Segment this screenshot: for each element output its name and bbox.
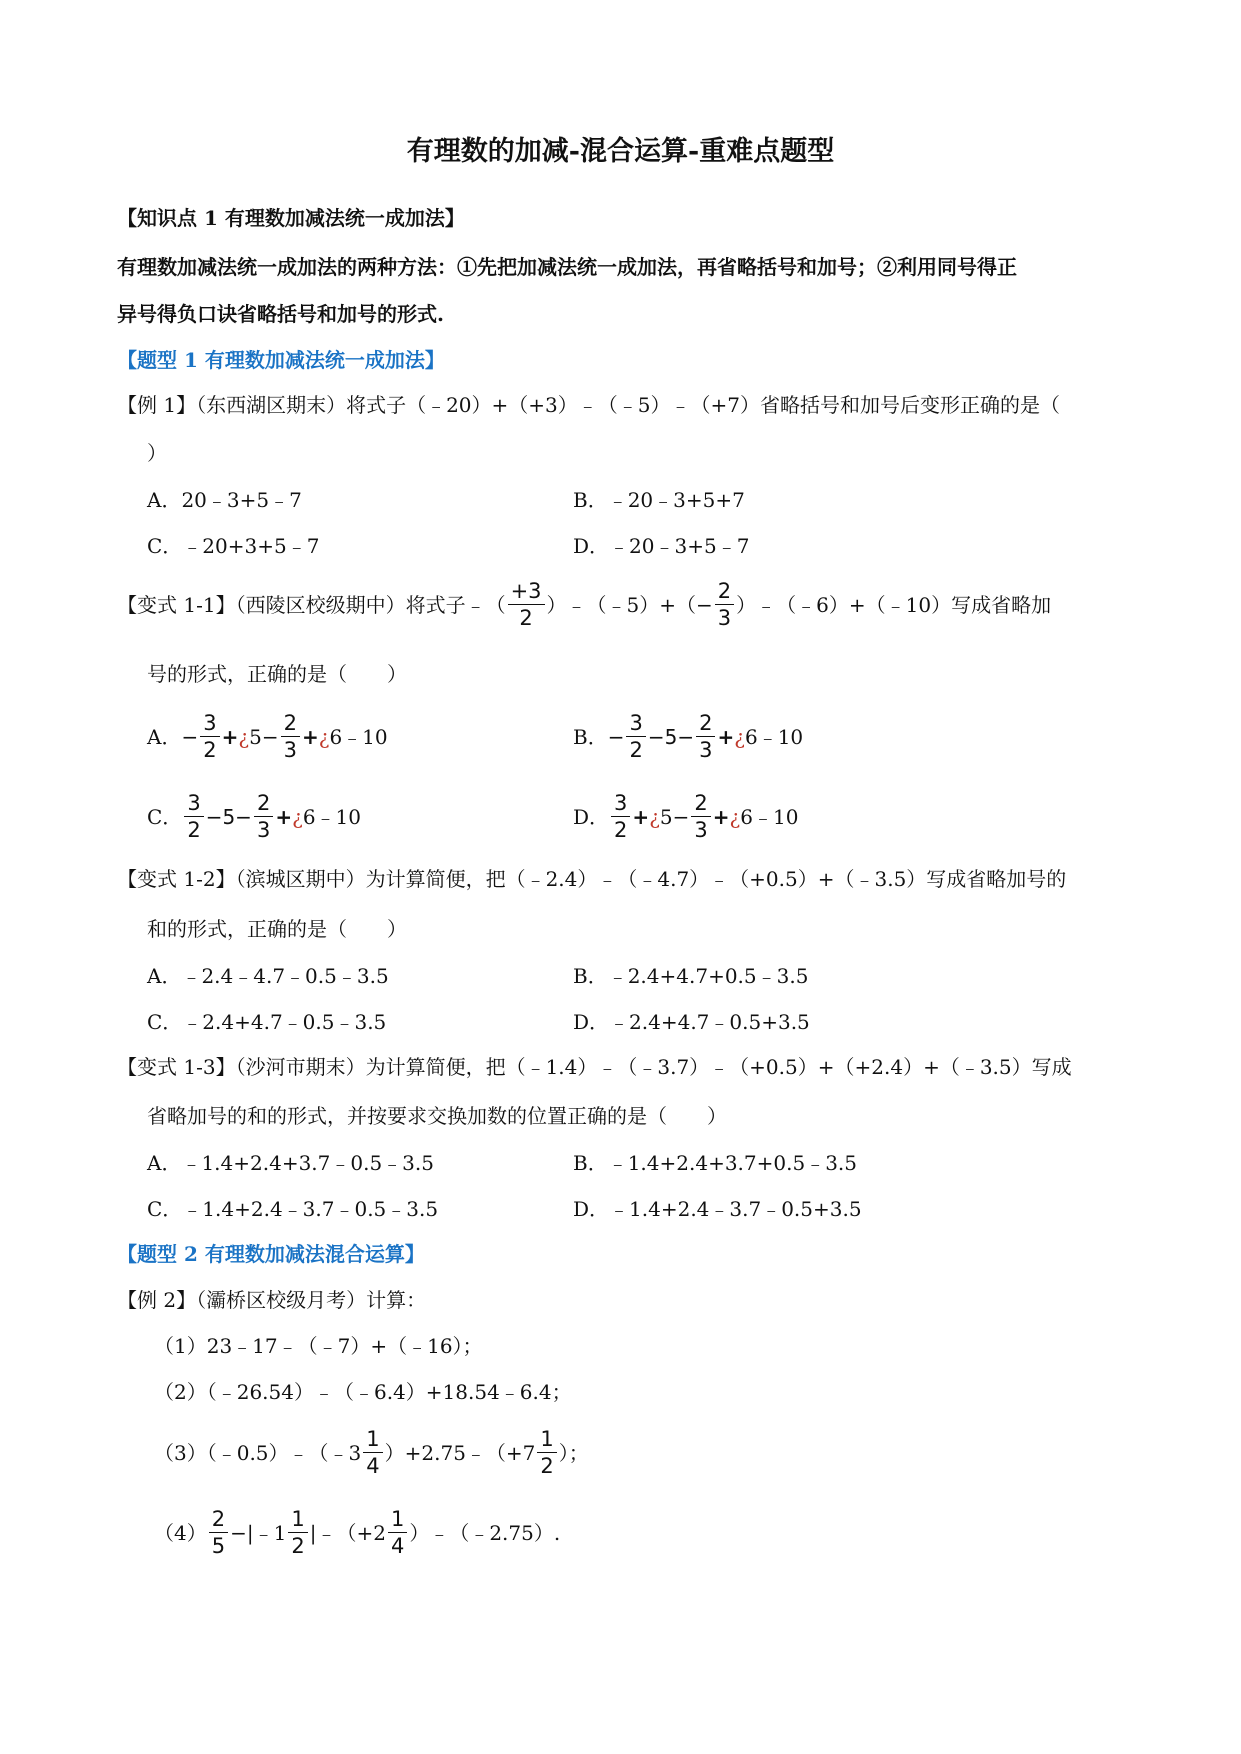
variant-1-1-option-d: D． $\frac{3}{2}$ +¿5− $\frac{2}{3}$ +¿6﹣10 xyxy=(573,791,799,843)
example1-option-c: C．﹣20+3+5﹣7 xyxy=(147,534,320,558)
variant-1-3-option-b: B．﹣1.4+2.4+3.7+0.5﹣3.5 xyxy=(573,1151,858,1175)
example1-option-d: D．﹣20﹣3+5﹣7 xyxy=(573,534,750,558)
example2-line1: 【例 2】（灞桥区校级月考）计算： xyxy=(117,1288,427,1312)
example2-part3: （3）（﹣0.5）﹣（﹣3 $\frac{1}{4}$ ）+2.75﹣（+7 $\frac{1}{2}$ ）； xyxy=(154,1427,589,1479)
variant-1-2-line2: 和的形式，正确的是（ ） xyxy=(147,917,407,941)
example2-part2: （2）（﹣26.54）﹣（﹣6.4）+18.54﹣6.4； xyxy=(154,1380,572,1404)
variant-1-2-line1: 【变式 1-2】（滨城区期中）为计算简便，把（﹣2.4）﹣（﹣4.7）﹣（+0.5）+（﹣3.5）写成省略加号的 xyxy=(117,867,1067,891)
type2-heading: 【题型 2 有理数加减法混合运算】 xyxy=(117,1242,425,1266)
variant-1-1-option-a: A．− $\frac{3}{2}$ +¿5− $\frac{2}{3}$ +¿6﹣10 xyxy=(147,711,388,763)
example1-line2: ） xyxy=(147,441,167,465)
variant-1-3-line1: 【变式 1-3】（沙河市期末）为计算简便，把（﹣1.4）﹣（﹣3.7）﹣（+0.5）+（+2.4）+（﹣3.5）写成 xyxy=(117,1055,1072,1079)
variant-1-2-option-d: D．﹣2.4+4.7﹣0.5+3.5 xyxy=(573,1010,810,1034)
page-title: 有理数的加减-混合运算-重难点题型 xyxy=(406,136,835,167)
type1-heading: 【题型 1 有理数加减法统一成加法】 xyxy=(117,348,445,372)
example2-part1: （1）23﹣17﹣（﹣7）+（﹣16）； xyxy=(154,1334,483,1358)
knowledge-heading: 【知识点 1 有理数加减法统一成加法】 xyxy=(117,206,465,230)
knowledge-text-line2: 异号得负口诀省略括号和加号的形式. xyxy=(117,302,444,326)
variant-1-3-option-a: A．﹣1.4+2.4+3.7﹣0.5﹣3.5 xyxy=(147,1151,434,1175)
example1-option-a: A．20﹣3+5﹣7 xyxy=(147,488,302,512)
example1-line1: 【例 1】（东西湖区期末）将式子（﹣20）+（+3）﹣（﹣5）﹣（+7）省略括号和加号后变形正确的是（ xyxy=(117,393,1060,417)
variant-1-3-option-d: D．﹣1.4+2.4﹣3.7﹣0.5+3.5 xyxy=(573,1197,862,1221)
variant-1-2-option-c: C．﹣2.4+4.7﹣0.5﹣3.5 xyxy=(147,1010,387,1034)
variant-1-1-option-c: C． $\frac{3}{2}$ −5− $\frac{2}{3}$ +¿6﹣10 xyxy=(147,791,361,843)
variant-1-1-option-b: B．− $\frac{3}{2}$ −5− $\frac{2}{3}$ +¿6﹣10 xyxy=(573,711,804,763)
example1-option-b: B．﹣20﹣3+5+7 xyxy=(573,488,745,512)
variant-1-1-line2: 号的形式，正确的是（ ） xyxy=(147,662,407,686)
variant-1-1-line1: 【变式 1-1】（西陵区校级期中）将式子﹣（ $\frac{+3}{2}$ ）﹣（﹣5）+（− $\frac{2}{3}$ ）﹣（﹣6）+（﹣10）写成省略加 xyxy=(117,579,1052,631)
variant-1-3-line2: 省略加号的和的形式，并按要求交换加数的位置正确的是（ ） xyxy=(147,1104,727,1128)
variant-1-3-option-c: C．﹣1.4+2.4﹣3.7﹣0.5﹣3.5 xyxy=(147,1197,439,1221)
variant-1-2-option-a: A．﹣2.4﹣4.7﹣0.5﹣3.5 xyxy=(147,964,389,988)
example2-part4: （4） $\frac{2}{5}$ −|﹣1 $\frac{1}{2}$ |﹣（+2 $\frac{1}{4}$ ）﹣（﹣2.75）. xyxy=(154,1507,561,1559)
variant-1-1-fraction-1: $\frac{+3}{2}$ xyxy=(508,580,545,629)
variant-1-2-option-b: B．﹣2.4+4.7+0.5﹣3.5 xyxy=(573,964,809,988)
variant-1-1-fraction-2: $\frac{2}{3}$ xyxy=(715,580,734,629)
knowledge-text-line1: 有理数加减法统一成加法的两种方法：①先把加减法统一成加法，再省略括号和加号；②利用同号得正 xyxy=(117,255,1017,279)
variant-1-1-lead: 【变式 1-1】（西陵区校级期中）将式子﹣（ xyxy=(117,592,506,617)
